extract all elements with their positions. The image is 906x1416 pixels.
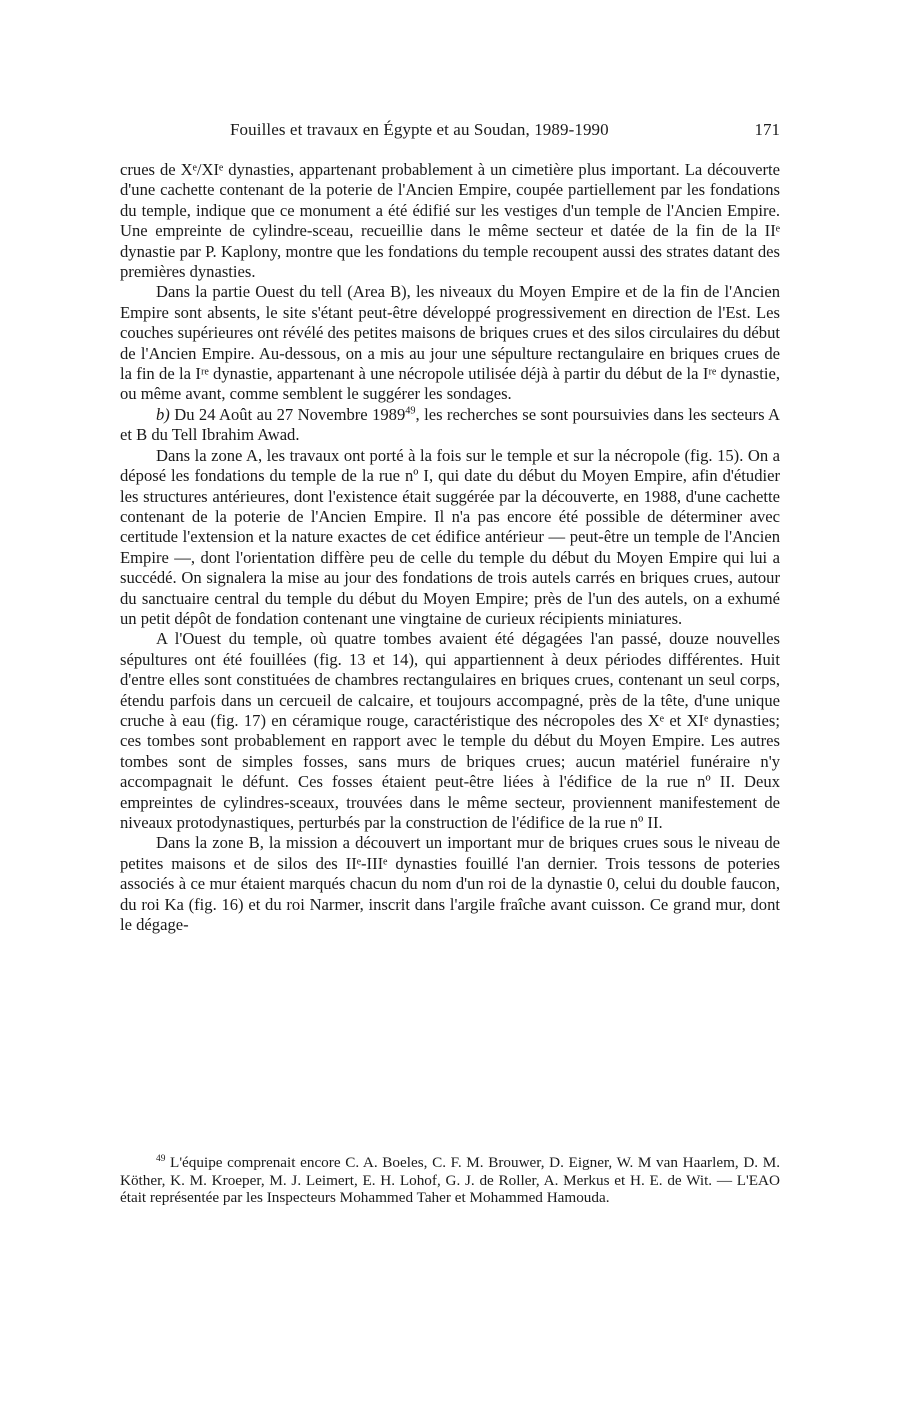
paragraph-season-b (120, 405, 780, 446)
footnote-number: 49 (156, 1153, 166, 1164)
paragraph-continued: crues de Xᵉ/XIᵉ dynasties, appartenant probablement à un cimetière plus important. La découverte d'une cachette contenant de la poterie de l'Ancien Empire, coupée partiellement par les fondations du temple, indique que ce monument a été édifié sur les vestiges d'un temple de l'Ancien Empire. Une empreinte de cylindre-sceau, recueillie dans le même secteur et datée de la fin de la IIᵉ dynastie par P. Kaplony, montre que les fondations du temple recoupent aussi des strates datant des premières dynasties. (120, 160, 780, 282)
paragraph-west-temple: A l'Ouest du temple, où quatre tombes avaient été dégagées l'an passé, douze nouvelles sépultures ont été fouillées (fig. 13 et 14), qui appartiennent à deux périodes différentes. Huit d'entre elles sont constituées de chambres rectangulaires en briques crues, contenant un seul corps, étendu parfois dans un cercueil de calcaire, et toujours accompagné, près de la tête, d'une unique cruche à eau (fig. 17) en céramique rouge, caractéristique des nécropoles des Xᵉ et XIᵉ dynasties; ces tombes sont probablement en rapport avec le temple du début du Moyen Empire. Les autres tombes sont de simples fosses, sans murs de briques crues; aucun matériel funéraire n'y accompagnait le défunt. Ces fosses étaient peut-être liées à l'édifice de la rue nº II. Deux empreintes de cylindres-sceaux, trouvées dans le même secteur, proviennent manifestement de niveaux protodynastiques, perturbés par la construction de l'édifice de la rue nº II. (120, 629, 780, 832)
footnote (120, 1154, 780, 1207)
footnote-reference[interactable]: 49 (405, 405, 416, 417)
list-marker: b) (156, 404, 170, 424)
footnote-text: L'équipe comprenait encore C. A. Boeles, C. F. M. Brouwer, D. Eigner, W. M van Haarlem, D. M. Köther, K. M. Kroeper, M. J. Leimert, E. H. Lohof, G. J. de Roller, A. Merkus et H. E. de Wit. — L'EAO était représentée par les Inspecteurs Mohammed Taher et Mohammed Hamouda. (120, 1154, 781, 1207)
paragraph-zone-b: Dans la zone B, la mission a découvert un important mur de briques crues sous le niveau de petites maisons et de silos des IIᵉ-IIIᵉ dynasties fouillé l'an dernier. Trois tessons de poteries associés à ce mur étaient marqués chacun du nom d'un roi de la dynastie 0, celui du double faucon, du roi Ka (fig. 16) et du roi Narmer, inscrit dans l'argile fraîche avant cuisson. Ce grand mur, dont le dégage- (120, 833, 780, 935)
running-title: Fouilles et travaux en Égypte et au Soudan, 1989-1990 (230, 120, 609, 139)
running-head (120, 118, 780, 142)
paragraph-zone-a: Dans la zone A, les travaux ont porté à la fois sur le temple et sur la nécropole (fig. 15). On a déposé les fondations du temple de la rue nº I, qui date du début du Moyen Empire, afin d'étudier les structures antérieures, dont l'existence était suggérée par la découverte, en 1988, d'une cachette contenant de la poterie de l'Ancien Empire. Il n'a pas encore été possible de déterminer avec certitude l'extension et la nature exactes de cet édifice antérieur — peut-être un temple de l'Ancien Empire —, dont l'orientation diffère peu de celle du temple du début du Moyen Empire qui lui a succédé. On signalera la mise au jour des fondations de trois autels carrés en briques crues, autour du sanctuaire central du temple du début du Moyen Empire; près de l'un des autels, on a exhumé un petit dépôt de fondation contenant une vingtaine de curieux récipients miniatures. (120, 445, 780, 628)
paragraph-season-b-rest: , les recherches se sont poursuivies dans les secteurs A et B du Tell Ibrahim Awad. (120, 404, 780, 445)
paragraph-area-b: Dans la partie Ouest du tell (Area B), les niveaux du Moyen Empire et de la fin de l'Ancien Empire sont absents, le site s'étant peut-être développé progressivement en direction de l'Est. Les couches supérieures ont révélé des petites maisons de briques crues et des silos circulaires du début de l'Ancien Empire. Au-dessous, on a mis au jour une sépulture rectangulaire en briques crues de la fin de la Iʳᵉ dynastie, appartenant à une nécropole utilisée déjà à partir du début de la Iʳᵉ dynastie, ou même avant, comme semblent le suggérer les sondages. (120, 282, 780, 404)
page-number: 171 (754, 120, 780, 139)
body-text (120, 160, 780, 935)
paragraph-season-b-text: Du 24 Août au 27 Novembre 1989 (174, 404, 406, 424)
